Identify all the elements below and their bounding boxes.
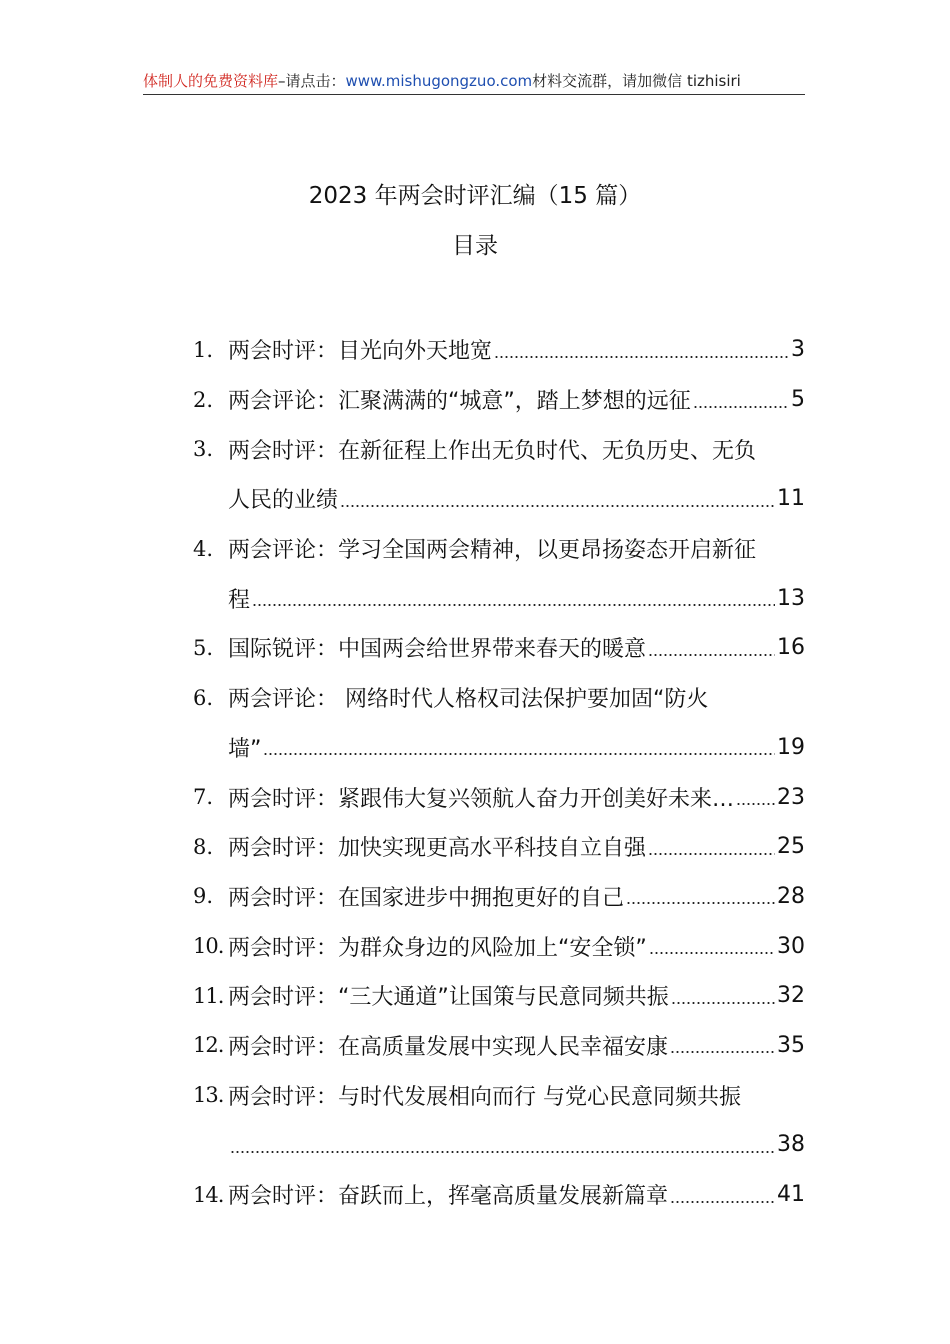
toc-entry-line bbox=[193, 872, 805, 922]
toc-dot-leader bbox=[670, 1046, 775, 1058]
toc-entry-line bbox=[193, 1170, 805, 1220]
toc-dot-leader bbox=[252, 599, 775, 611]
toc-entry-line bbox=[193, 524, 805, 574]
toc-entry-number: 9. bbox=[193, 884, 214, 909]
toc-entry-line bbox=[193, 375, 805, 425]
toc-dot-leader bbox=[648, 649, 775, 661]
toc-entry-line bbox=[193, 822, 805, 872]
toc-entry[interactable] bbox=[193, 1021, 805, 1071]
toc-entry-number: 3. bbox=[193, 437, 214, 462]
toc-entry-line bbox=[193, 424, 805, 474]
header-tail: 材料交流群，请加微信 tizhisiri bbox=[532, 72, 741, 90]
toc-entry[interactable] bbox=[193, 822, 805, 872]
document-title: 2023 年两会时评汇编（15 篇） bbox=[308, 183, 642, 209]
toc-entry-number: 12. bbox=[193, 1033, 224, 1058]
toc-entry-page: 25 bbox=[777, 834, 805, 860]
toc-dot-leader bbox=[340, 500, 775, 512]
toc-entry-number: 11. bbox=[193, 983, 224, 1008]
toc-entry-title: 两会评论： 网络时代人格权司法保护要加固“防火 bbox=[228, 687, 709, 713]
toc-entry-page: 11 bbox=[777, 486, 805, 512]
toc-dot-leader bbox=[263, 748, 775, 760]
toc-entry-page: 3 bbox=[791, 337, 805, 363]
toc-entry-number: 10. bbox=[193, 934, 224, 959]
toc-entry-line bbox=[193, 1120, 805, 1170]
toc-entry-title: 两会时评：目光向外天地宽 bbox=[228, 339, 493, 365]
toc-entry[interactable] bbox=[193, 524, 805, 623]
toc-entry-page: 32 bbox=[777, 983, 805, 1009]
toc-entry-number: 4. bbox=[193, 536, 214, 561]
toc-entry[interactable] bbox=[193, 921, 805, 971]
toc-entry[interactable] bbox=[193, 1170, 805, 1220]
toc-entry[interactable] bbox=[193, 772, 805, 822]
toc-entry-number: 2. bbox=[193, 387, 214, 412]
toc-entry-title: 两会时评：紧跟伟大复兴领航人奋力开创美好未来… bbox=[228, 786, 735, 812]
toc-entry-line bbox=[193, 971, 805, 1021]
toc-dot-leader bbox=[693, 401, 789, 413]
toc-entry-title: 两会评论：汇聚满满的“城意”，踏上梦想的远征 bbox=[228, 389, 691, 415]
toc-entry-page: 30 bbox=[777, 933, 805, 959]
toc-entry-number: 1. bbox=[193, 337, 214, 362]
toc-entry-title-continued: 程 bbox=[228, 587, 251, 613]
page-header bbox=[143, 68, 805, 95]
toc-entry-number: 8. bbox=[193, 834, 214, 859]
toc-entry-number: 13. bbox=[193, 1083, 224, 1108]
toc-dot-leader bbox=[736, 798, 775, 810]
toc-entry-line bbox=[193, 723, 805, 773]
toc-entry-line bbox=[193, 325, 805, 375]
toc-entry[interactable] bbox=[193, 623, 805, 673]
toc-entry-line bbox=[193, 474, 805, 524]
toc-entry-title-continued: 墙” bbox=[228, 736, 262, 762]
toc-dot-leader bbox=[648, 848, 775, 860]
toc-entry-page: 28 bbox=[777, 883, 805, 909]
toc-entry-page: 38 bbox=[777, 1132, 805, 1158]
toc-entry[interactable] bbox=[193, 673, 805, 772]
toc-entry-title: 国际锐评：中国两会给世界带来春天的暖意 bbox=[228, 637, 647, 663]
toc-entry-title: 两会时评：在高质量发展中实现人民幸福安康 bbox=[228, 1034, 669, 1060]
toc-entry-line bbox=[193, 772, 805, 822]
header-url-link[interactable]: www.mishugongzuo.com bbox=[345, 72, 533, 90]
toc-heading: 目录 bbox=[452, 233, 498, 259]
toc-entry-title: 两会评论：学习全国两会精神，以更昂扬姿态开启新征 bbox=[228, 538, 757, 564]
toc-entry-page: 19 bbox=[777, 734, 805, 760]
toc-entry-title: 两会时评：在国家进步中拥抱更好的自己 bbox=[228, 885, 625, 911]
toc-entry-title: 两会时评：“三大通道”让国策与民意同频共振 bbox=[228, 985, 669, 1011]
table-of-contents bbox=[193, 325, 805, 1219]
toc-entry-page: 35 bbox=[777, 1032, 805, 1058]
toc-dot-leader bbox=[649, 947, 775, 959]
toc-entry-line bbox=[193, 573, 805, 623]
toc-entry[interactable] bbox=[193, 1070, 805, 1169]
toc-entry-number: 6. bbox=[193, 685, 214, 710]
toc-dot-leader bbox=[670, 1196, 775, 1208]
toc-entry-line bbox=[193, 921, 805, 971]
toc-entry-page: 13 bbox=[777, 585, 805, 611]
toc-dot-leader bbox=[230, 1146, 775, 1158]
toc-entry-line bbox=[193, 673, 805, 723]
toc-entry-title: 两会时评：为群众身边的风险加上“安全锁” bbox=[228, 935, 647, 961]
toc-entry-line bbox=[193, 623, 805, 673]
toc-entry-title: 两会时评：奋跃而上，挥毫高质量发展新篇章 bbox=[228, 1184, 669, 1210]
toc-entry[interactable] bbox=[193, 872, 805, 922]
header-prompt: –请点击： bbox=[278, 72, 346, 90]
toc-entry-page: 41 bbox=[777, 1182, 805, 1208]
toc-entry-number: 5. bbox=[193, 635, 214, 660]
toc-entry[interactable] bbox=[193, 971, 805, 1021]
toc-entry[interactable] bbox=[193, 375, 805, 425]
toc-entry-number: 14. bbox=[193, 1182, 224, 1207]
toc-entry-page: 5 bbox=[791, 387, 805, 413]
toc-entry[interactable] bbox=[193, 424, 805, 523]
toc-dot-leader bbox=[494, 351, 789, 363]
toc-dot-leader bbox=[626, 897, 775, 909]
toc-entry-title: 两会时评：加快实现更高水平科技自立自强 bbox=[228, 836, 647, 862]
toc-entry-line bbox=[193, 1021, 805, 1071]
toc-entry-line bbox=[193, 1070, 805, 1120]
toc-entry-title-continued: 人民的业绩 bbox=[228, 488, 339, 514]
toc-entry-page: 16 bbox=[777, 635, 805, 661]
toc-entry-title: 两会时评：与时代发展相向而行 与党心民意同频共振 bbox=[228, 1084, 741, 1110]
toc-dot-leader bbox=[671, 997, 775, 1009]
toc-entry-number: 7. bbox=[193, 785, 214, 810]
header-brand: 体制人的免费资料库 bbox=[143, 72, 279, 90]
toc-entry-title: 两会时评：在新征程上作出无负时代、无负历史、无负 bbox=[228, 438, 757, 464]
toc-entry-page: 23 bbox=[777, 784, 805, 810]
toc-entry[interactable] bbox=[193, 325, 805, 375]
